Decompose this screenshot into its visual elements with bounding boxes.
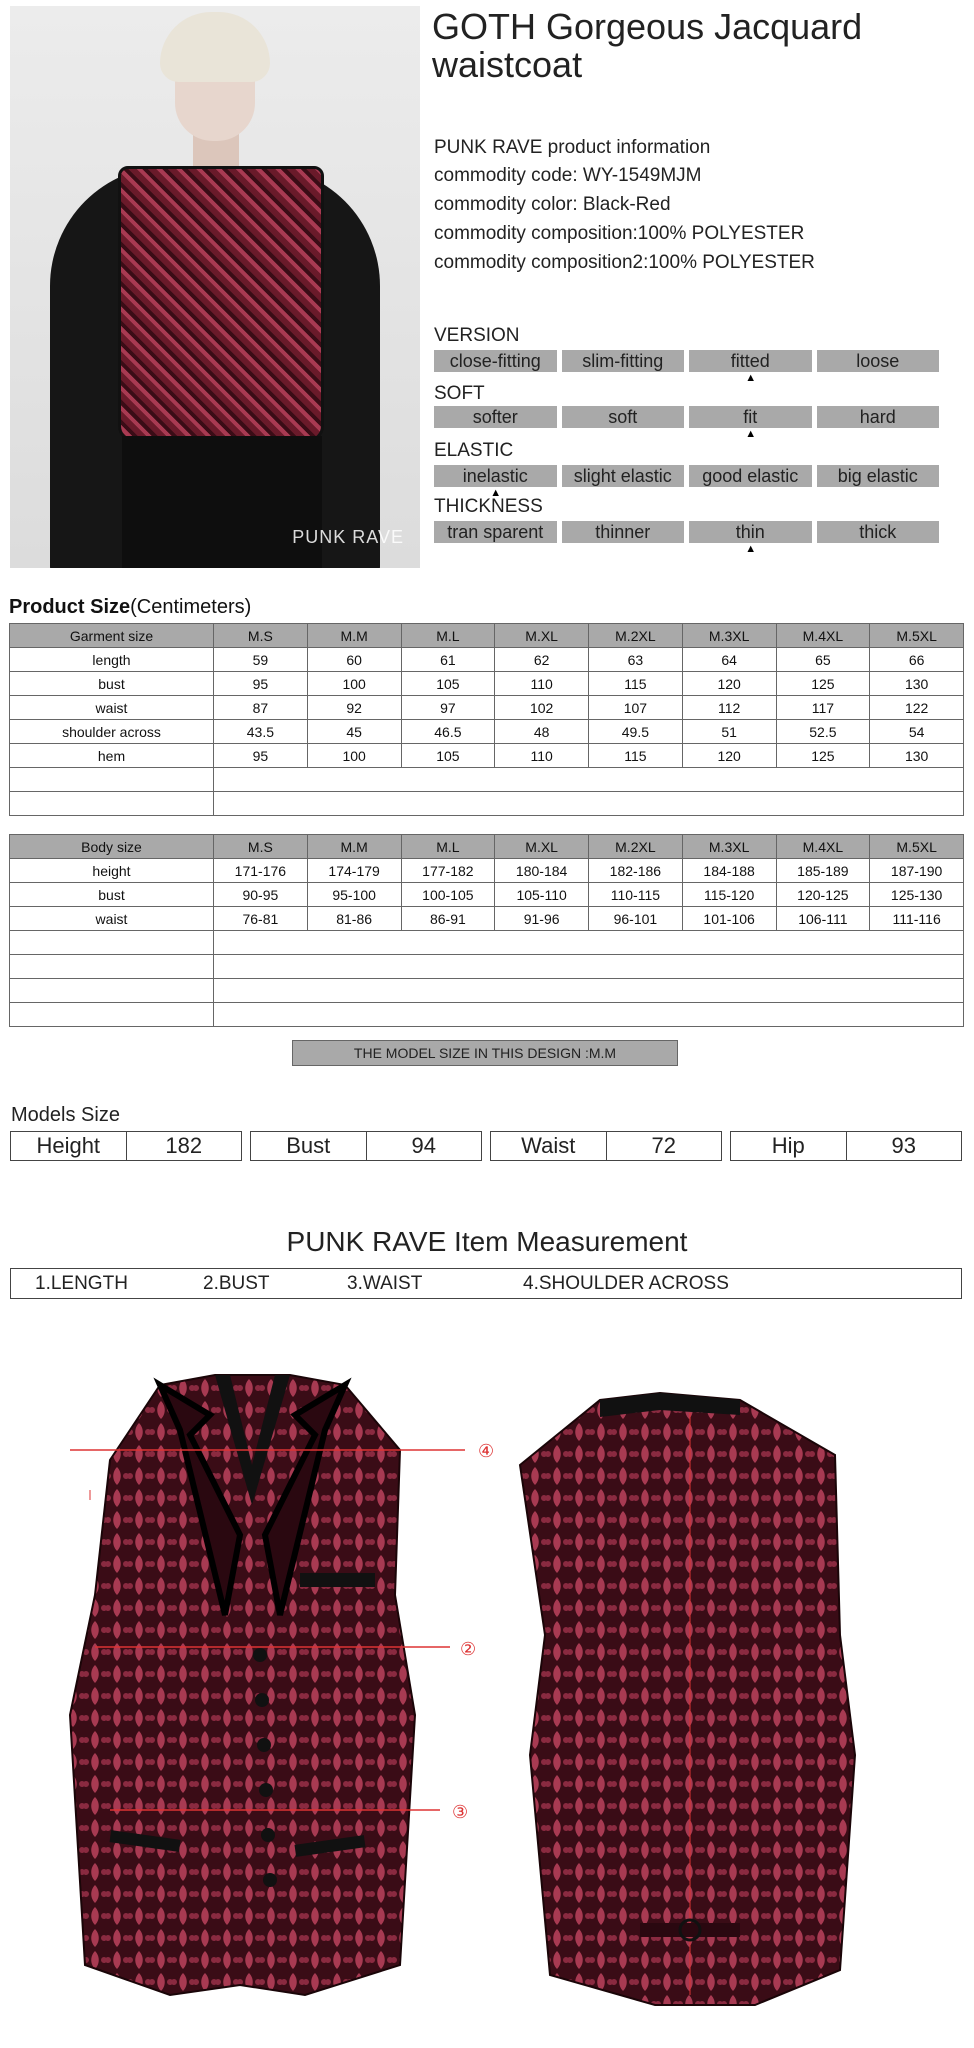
- table-cell: [10, 931, 214, 955]
- table-cell: 86-91: [401, 907, 495, 931]
- table-cell: 62: [495, 648, 589, 672]
- table-header-cell: M.M: [307, 624, 401, 648]
- table-header-cell: M.4XL: [776, 835, 870, 859]
- table-header-cell: M.XL: [495, 624, 589, 648]
- vest-shape: [118, 166, 324, 442]
- table-cell: 187-190: [870, 859, 964, 883]
- table-cell: 59: [214, 648, 308, 672]
- measurement-item-bust: 2.BUST: [203, 1272, 270, 1294]
- vest-back: [520, 1393, 855, 2005]
- attribute-scale-soft: [434, 406, 939, 428]
- table-cell: 112: [682, 696, 776, 720]
- table-cell: waist: [10, 696, 214, 720]
- table-row: [10, 648, 964, 672]
- commodity-color: commodity color: Black-Red: [434, 194, 671, 215]
- title-line-1: GOTH Gorgeous Jacquard: [432, 6, 863, 47]
- model-measure-key: Hip: [731, 1132, 847, 1160]
- hair-shape: [160, 12, 270, 82]
- table-cell: bust: [10, 672, 214, 696]
- table-cell: 105: [401, 744, 495, 768]
- commodity-composition2: commodity composition2:100% POLYESTER: [434, 252, 815, 273]
- table-header-cell: M.M: [307, 835, 401, 859]
- attribute-option: slight elastic: [562, 465, 685, 487]
- model-measure-hip: [730, 1131, 962, 1161]
- attribute-option: hard: [817, 406, 940, 428]
- attribute-option: good elastic: [689, 465, 812, 487]
- table-cell: 46.5: [401, 720, 495, 744]
- table-cell: 180-184: [495, 859, 589, 883]
- measurement-item-shoulder: 4.SHOULDER ACROSS: [523, 1272, 729, 1294]
- table-row-empty: [10, 979, 964, 1003]
- model-measure-value: 93: [891, 1133, 916, 1158]
- commodity-code: commodity code: WY-1549MJM: [434, 165, 702, 186]
- model-measure-value: 94: [411, 1133, 436, 1158]
- table-cell: 81-86: [307, 907, 401, 931]
- table-header-cell: M.L: [401, 624, 495, 648]
- table-row: [10, 744, 964, 768]
- table-cell: 91-96: [495, 907, 589, 931]
- models-size-row: [10, 1131, 962, 1161]
- table-cell: 100: [307, 744, 401, 768]
- table-header-cell: M.2XL: [589, 835, 683, 859]
- table-cell: 130: [870, 672, 964, 696]
- table-cell: 107: [589, 696, 683, 720]
- table-row: [10, 883, 964, 907]
- table-header-cell: M.XL: [495, 835, 589, 859]
- table-cell: 90-95: [214, 883, 308, 907]
- table-cell: [214, 931, 964, 955]
- table-cell: 115: [589, 744, 683, 768]
- marker-3: ③: [452, 1802, 469, 1823]
- table-cell: [10, 955, 214, 979]
- selected-marker-icon: ▲: [490, 487, 502, 499]
- model-measure-value: 182: [165, 1133, 203, 1158]
- table-cell: 95: [214, 744, 308, 768]
- table-row: [10, 859, 964, 883]
- attribute-option: fit: [689, 406, 812, 428]
- table-cell: waist: [10, 907, 214, 931]
- table-cell: 101-106: [682, 907, 776, 931]
- model-measure-key: Height: [11, 1132, 127, 1160]
- table-cell: 95: [214, 672, 308, 696]
- table-cell: 49.5: [589, 720, 683, 744]
- selected-marker-icon: ▲: [745, 543, 757, 555]
- table-cell: 100: [307, 672, 401, 696]
- attribute-option: softer: [434, 406, 557, 428]
- watermark: PUNK RAVE: [292, 527, 404, 547]
- table-cell: 64: [682, 648, 776, 672]
- table-header-cell: M.S: [214, 624, 308, 648]
- garment-size-table: [9, 623, 964, 816]
- table-cell: 52.5: [776, 720, 870, 744]
- table-cell: 185-189: [776, 859, 870, 883]
- table-cell: 110: [495, 744, 589, 768]
- table-cell: 54: [870, 720, 964, 744]
- table-cell: [214, 1003, 964, 1027]
- table-cell: 61: [401, 648, 495, 672]
- table-header-cell: M.S: [214, 835, 308, 859]
- measurement-item-length: 1.LENGTH: [35, 1272, 128, 1294]
- table-row-empty: [10, 768, 964, 792]
- table-cell: [214, 979, 964, 1003]
- attribute-label-version: VERSION: [434, 325, 520, 346]
- table-row: [10, 696, 964, 720]
- table-row: [10, 907, 964, 931]
- table-cell: 106-111: [776, 907, 870, 931]
- attribute-scale-thickness: [434, 521, 939, 543]
- table-cell: 87: [214, 696, 308, 720]
- model-measure-bust: [250, 1131, 482, 1161]
- product-photo: [10, 6, 420, 568]
- table-cell: 130: [870, 744, 964, 768]
- table-row-empty: [10, 792, 964, 816]
- table-header-cell: M.2XL: [589, 624, 683, 648]
- table-header-cell: M.4XL: [776, 624, 870, 648]
- table-row: [10, 672, 964, 696]
- measurement-title: PUNK RAVE Item Measurement: [286, 1226, 688, 1257]
- table-cell: 92: [307, 696, 401, 720]
- product-size-unit: (Centimeters): [130, 596, 252, 618]
- attribute-option: close-fitting: [434, 350, 557, 372]
- table-cell: bust: [10, 883, 214, 907]
- table-cell: 51: [682, 720, 776, 744]
- table-cell: 66: [870, 648, 964, 672]
- table-cell: 120: [682, 744, 776, 768]
- attribute-option: soft: [562, 406, 685, 428]
- table-cell: 177-182: [401, 859, 495, 883]
- table-cell: 97: [401, 696, 495, 720]
- product-title: [432, 8, 862, 84]
- attribute-option: tran sparent: [434, 521, 557, 543]
- table-header-cell: M.5XL: [870, 624, 964, 648]
- table-header-cell: M.L: [401, 835, 495, 859]
- table-cell: 171-176: [214, 859, 308, 883]
- table-cell: 105-110: [495, 883, 589, 907]
- pants-shape: [122, 436, 322, 568]
- attribute-option: thinner: [562, 521, 685, 543]
- table-cell: 122: [870, 696, 964, 720]
- table-cell: 174-179: [307, 859, 401, 883]
- table-cell: 120: [682, 672, 776, 696]
- table-cell: [10, 1003, 214, 1027]
- table-cell: 102: [495, 696, 589, 720]
- table-row: [10, 720, 964, 744]
- table-header-row: [10, 835, 964, 859]
- attribute-option: fitted: [689, 350, 812, 372]
- attribute-label-thickness: THICKNESS: [434, 496, 543, 517]
- table-cell: 110: [495, 672, 589, 696]
- marker-4: ④: [478, 1441, 495, 1462]
- table-cell: 115-120: [682, 883, 776, 907]
- table-header-row: [10, 624, 964, 648]
- table-header-cell: Body size: [10, 835, 214, 859]
- model-measure-waist: [490, 1131, 722, 1161]
- table-cell: [214, 768, 964, 792]
- table-cell: length: [10, 648, 214, 672]
- measurement-item-waist: 3.WAIST: [347, 1272, 423, 1294]
- selected-marker-icon: ▲: [745, 428, 757, 440]
- table-cell: height: [10, 859, 214, 883]
- table-cell: 117: [776, 696, 870, 720]
- table-row-empty: [10, 955, 964, 979]
- table-cell: 110-115: [589, 883, 683, 907]
- table-cell: 125: [776, 672, 870, 696]
- table-cell: 125: [776, 744, 870, 768]
- table-cell: 184-188: [682, 859, 776, 883]
- vest-front: [70, 1375, 494, 1995]
- attribute-option: slim-fitting: [562, 350, 685, 372]
- attribute-label-soft: SOFT: [434, 383, 485, 404]
- table-header-cell: M.3XL: [682, 624, 776, 648]
- attribute-scale-version: [434, 350, 939, 372]
- models-size-title: Models Size: [11, 1104, 120, 1126]
- table-cell: 100-105: [401, 883, 495, 907]
- commodity-composition: commodity composition:100% POLYESTER: [434, 223, 805, 244]
- table-cell: 95-100: [307, 883, 401, 907]
- table-cell: 45: [307, 720, 401, 744]
- table-cell: 111-116: [870, 907, 964, 931]
- vest-illustration: [40, 1355, 940, 2035]
- table-cell: 105: [401, 672, 495, 696]
- product-size-label: Product Size: [9, 596, 131, 618]
- table-header-cell: M.3XL: [682, 835, 776, 859]
- attribute-scale-elastic: [434, 465, 939, 487]
- table-cell: [214, 792, 964, 816]
- table-cell: 60: [307, 648, 401, 672]
- model-measure-key: Bust: [251, 1132, 367, 1160]
- table-cell: 63: [589, 648, 683, 672]
- model-measure-height: [10, 1131, 242, 1161]
- table-cell: 120-125: [776, 883, 870, 907]
- table-cell: [10, 768, 214, 792]
- table-cell: 76-81: [214, 907, 308, 931]
- model-measure-key: Waist: [491, 1132, 607, 1160]
- title-line-2: waistcoat: [432, 44, 583, 85]
- marker-2: ②: [460, 1639, 477, 1660]
- table-cell: 96-101: [589, 907, 683, 931]
- attribute-option: big elastic: [817, 465, 940, 487]
- table-cell: 48: [495, 720, 589, 744]
- body-size-table: [9, 834, 964, 1027]
- attribute-label-elastic: ELASTIC: [434, 440, 514, 461]
- table-cell: [214, 955, 964, 979]
- attribute-option: thick: [817, 521, 940, 543]
- table-row-empty: [10, 1003, 964, 1027]
- table-header-cell: M.5XL: [870, 835, 964, 859]
- table-row-empty: [10, 931, 964, 955]
- model-size-note: THE MODEL SIZE IN THIS DESIGN :M.M: [292, 1040, 678, 1066]
- attribute-option: thin: [689, 521, 812, 543]
- info-header: PUNK RAVE product information: [434, 137, 711, 158]
- table-cell: 115: [589, 672, 683, 696]
- attribute-option: inelastic: [434, 465, 557, 487]
- product-size-title: [9, 596, 251, 619]
- table-cell: 125-130: [870, 883, 964, 907]
- table-cell: [10, 979, 214, 1003]
- table-cell: shoulder across: [10, 720, 214, 744]
- model-measure-value: 72: [651, 1133, 676, 1158]
- table-cell: 182-186: [589, 859, 683, 883]
- attribute-option: loose: [817, 350, 940, 372]
- table-cell: 43.5: [214, 720, 308, 744]
- table-cell: hem: [10, 744, 214, 768]
- selected-marker-icon: ▲: [745, 372, 757, 384]
- table-header-cell: Garment size: [10, 624, 214, 648]
- table-cell: 65: [776, 648, 870, 672]
- table-cell: [10, 792, 214, 816]
- measurement-list: [10, 1268, 962, 1299]
